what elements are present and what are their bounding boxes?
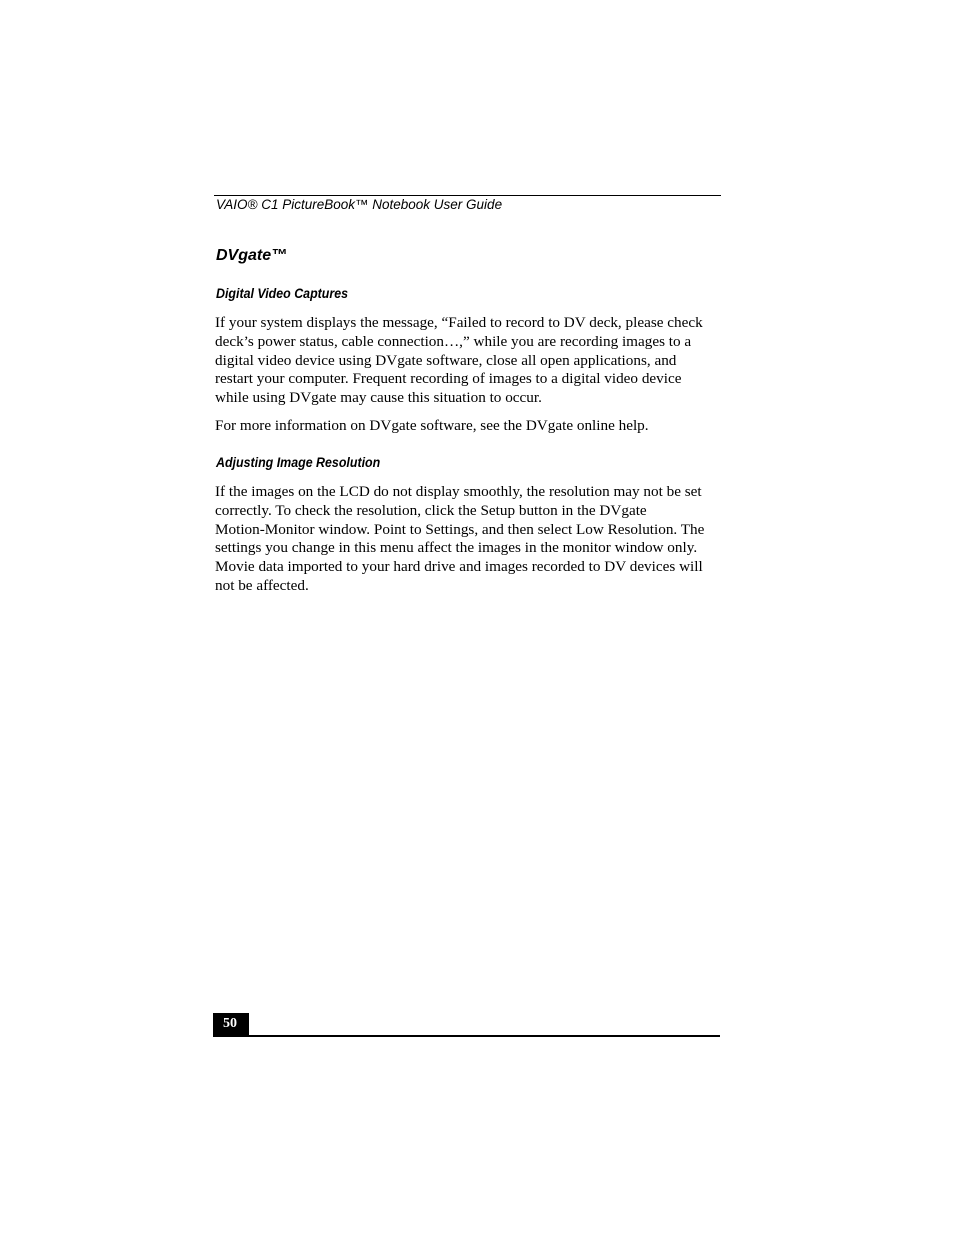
- text-line: digital video device using DVgate software, close all open applications, and: [215, 351, 677, 369]
- paragraph-resolution-settings: [215, 483, 725, 596]
- subheading-digital-video-captures: Digital Video Captures: [216, 286, 349, 301]
- text-line: while using DVgate may cause this situation to occur.: [215, 389, 542, 407]
- text-line: If your system displays the message, “Failed to record to DV deck, please check: [215, 314, 703, 331]
- text-line: deck’s power status, cable connection…,” while you are recording images to a: [215, 332, 692, 350]
- paragraph-more-information: [215, 417, 725, 436]
- text-line: settings you change in this menu affect the images in the monitor window only.: [215, 539, 698, 557]
- text-line: Motion-Monitor window. Point to Settings, and then select Low Resolution. The: [215, 520, 705, 538]
- text-line: not be affected.: [215, 576, 309, 594]
- text-line: correctly. To check the resolution, click the Setup button in the DVgate: [215, 501, 647, 519]
- subheading-adjusting-image-resolution: Adjusting Image Resolution: [216, 455, 381, 470]
- paragraph-dv-capture-error: [215, 314, 725, 408]
- footer-rule: [213, 1035, 720, 1037]
- header-rule: [214, 195, 721, 196]
- running-header: VAIO® C1 PictureBook™ Notebook User Guide: [216, 197, 503, 212]
- text-line: For more information on DVgate software, see the DVgate online help.: [215, 417, 649, 434]
- page-number-box: [213, 1013, 249, 1036]
- text-line: restart your computer. Frequent recording of images to a digital video device: [215, 370, 682, 388]
- page-number: 50: [223, 1016, 237, 1031]
- text-line: If the images on the LCD do not display smoothly, the resolution may not be set: [215, 483, 702, 500]
- text-line: Movie data imported to your hard drive and images recorded to DV devices will: [215, 558, 703, 576]
- section-title: DVgate™: [216, 247, 288, 264]
